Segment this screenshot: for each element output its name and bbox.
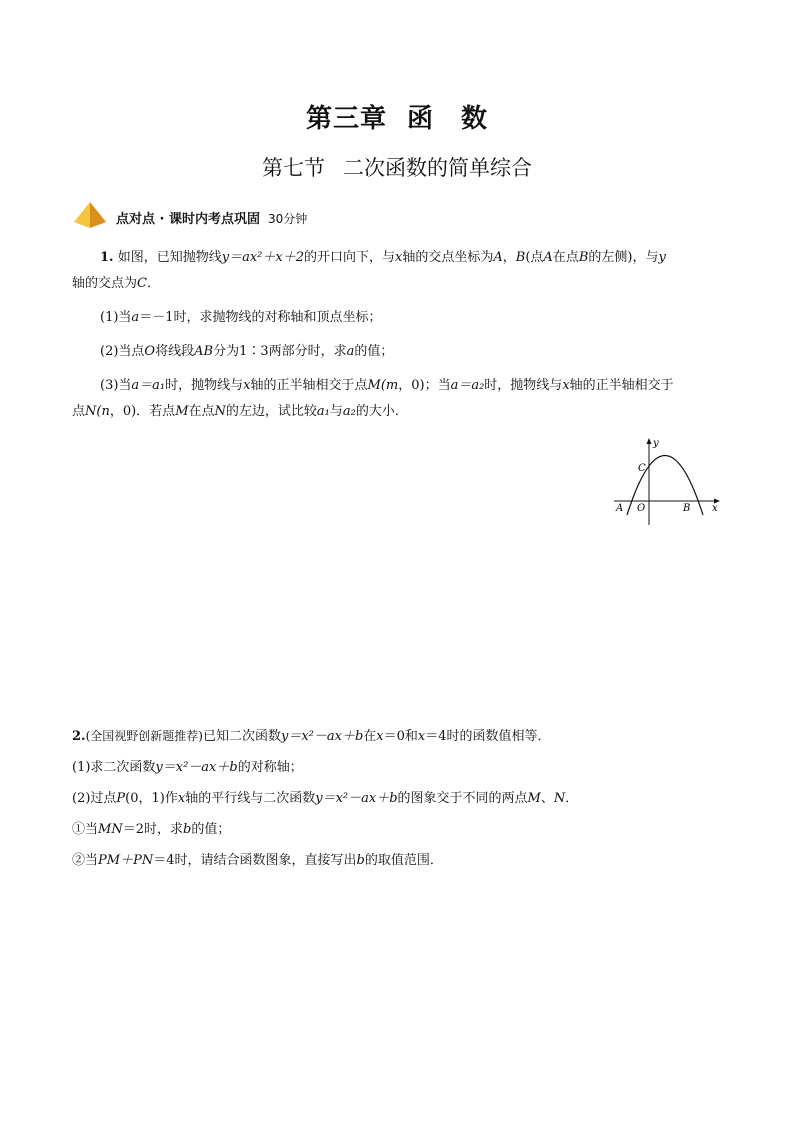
question-1-part-2 xyxy=(72,339,724,365)
text: 的取值范围． xyxy=(364,853,443,868)
var: O xyxy=(144,344,156,359)
label-x: x xyxy=(712,503,718,514)
label-B: B xyxy=(683,503,691,514)
question-1-stem: 1. 如图，已知抛物线y＝ax²＋x＋2的开口向下，与x轴的交点坐标为A，B(点A在点B的左侧)，与y xyxy=(100,250,666,265)
text: 轴的正半轴相交于 xyxy=(569,378,674,393)
text: (2)当点 xyxy=(100,344,145,359)
chapter-name: 函 数 xyxy=(407,104,489,134)
label-A: A xyxy=(616,503,624,514)
text: 点 xyxy=(72,404,86,419)
equation: PM＋PN xyxy=(98,853,154,868)
equation: a＝a₁ xyxy=(131,378,166,393)
text: 在 xyxy=(363,729,377,744)
point: M(m xyxy=(367,378,399,393)
banner-time: 30分钟 xyxy=(268,212,308,226)
var: y xyxy=(658,250,666,265)
var: B xyxy=(515,250,526,265)
text: ． xyxy=(565,791,579,806)
text: (点 xyxy=(525,250,544,265)
question-2-case-1 xyxy=(72,817,724,843)
text: 如图，已知抛物线 xyxy=(117,250,222,265)
equation: a＝a₂ xyxy=(450,378,485,393)
text: 已知二次函数 xyxy=(202,729,281,744)
question-1-part-1 xyxy=(72,305,724,331)
var: N xyxy=(553,791,566,806)
question-2-part-2 xyxy=(72,786,724,812)
question-2-part-1 xyxy=(72,755,724,781)
var: M xyxy=(527,791,541,806)
var: x xyxy=(395,250,403,265)
text: 的开口向下，与 xyxy=(303,250,395,265)
text: 轴的交点坐标为 xyxy=(402,250,494,265)
text: 在点 xyxy=(188,404,215,419)
var: a xyxy=(346,344,355,359)
text: 的左侧)，与 xyxy=(588,250,659,265)
text: (3)当 xyxy=(100,378,132,393)
text: 分为1∶3两部分时，求 xyxy=(213,344,347,359)
question-1-stem-line2: 轴的交点为C． xyxy=(72,276,160,291)
text: ＝－1时，求抛物线的对称轴和顶点坐标； xyxy=(139,310,382,325)
var: MN xyxy=(98,822,123,837)
text: 轴的平行线与二次函数 xyxy=(185,791,316,806)
var: A xyxy=(493,250,503,265)
text: (2)过点 xyxy=(72,791,117,806)
text: 的左边，试比较 xyxy=(225,404,317,419)
label-C: C xyxy=(638,463,646,474)
text: ＝4时，请结合函数图象，直接写出 xyxy=(153,853,357,868)
text: 轴的正半轴相交于点 xyxy=(250,378,368,393)
var: x xyxy=(376,729,384,744)
text: ②当 xyxy=(72,853,99,868)
var: A xyxy=(543,250,553,265)
text: (1)求二次函数 xyxy=(72,760,156,775)
var: a₂ xyxy=(342,404,356,419)
question-2-case-2 xyxy=(72,848,724,874)
text: ，0)；当 xyxy=(398,378,451,393)
label-O: O xyxy=(637,503,646,514)
text: 时，抛物线与 xyxy=(165,378,244,393)
text: ①当 xyxy=(72,822,99,837)
text: 、 xyxy=(540,791,554,806)
section-number: 第七节 xyxy=(262,156,325,180)
question-1-part-3-line2 xyxy=(72,399,724,425)
question-1-part-3 xyxy=(72,373,724,399)
section-name: 二次函数的简单综合 xyxy=(343,156,532,180)
text: 的大小． xyxy=(355,404,408,419)
text: 的图象交于不同的两点 xyxy=(397,791,528,806)
pyramid-icon xyxy=(72,200,108,230)
var: a xyxy=(131,310,140,325)
var: b xyxy=(182,822,192,837)
point: N(n xyxy=(85,404,110,419)
text: ＝0和 xyxy=(383,729,418,744)
var: a₁ xyxy=(316,404,330,419)
var: B xyxy=(578,250,589,265)
chapter-title xyxy=(0,98,794,135)
text: 的值； xyxy=(354,344,394,359)
var: AB xyxy=(194,344,214,359)
text: 轴的交点为 xyxy=(72,276,138,291)
exercise-banner xyxy=(72,196,307,230)
text: 的值； xyxy=(191,822,231,837)
label-y: y xyxy=(653,438,659,449)
text: 与 xyxy=(329,404,343,419)
text: 在点 xyxy=(552,250,579,265)
text: 时，抛物线与 xyxy=(484,378,563,393)
var: N xyxy=(214,404,226,419)
text: ＝2时，求 xyxy=(122,822,183,837)
text: (0，1)作 xyxy=(125,791,178,806)
banner-label: 点对点 · 课时内考点巩固 xyxy=(116,212,260,227)
var: M xyxy=(175,404,189,419)
chapter-number: 第三章 xyxy=(305,104,387,134)
var: x xyxy=(177,791,186,806)
section-title xyxy=(0,152,794,182)
question-number: 1. xyxy=(100,250,114,265)
equation: y＝x²－ax＋b xyxy=(280,729,364,744)
text: 的对称轴； xyxy=(237,760,303,775)
var: b xyxy=(356,853,365,868)
var: P xyxy=(116,791,126,806)
equation: y＝x²－ax＋b xyxy=(155,760,238,775)
text: (1)当 xyxy=(100,310,132,325)
equation: y＝x²－ax＋b xyxy=(315,791,398,806)
equation: y＝ax²＋x＋2 xyxy=(221,250,304,265)
y-axis-arrow xyxy=(647,438,652,444)
var: x xyxy=(243,378,251,393)
question-2-stem xyxy=(72,723,724,750)
question-tag: (全国视野创新题推荐) xyxy=(85,729,203,743)
text: 将线段 xyxy=(155,344,195,359)
var: C xyxy=(137,276,147,291)
text: ，0)．若点 xyxy=(109,404,176,419)
var: x xyxy=(417,729,426,744)
question-number: 2. xyxy=(72,729,86,744)
parabola-figure xyxy=(612,435,724,527)
var: x xyxy=(562,378,570,393)
text: ＝4时的函数值相等． xyxy=(425,729,551,744)
